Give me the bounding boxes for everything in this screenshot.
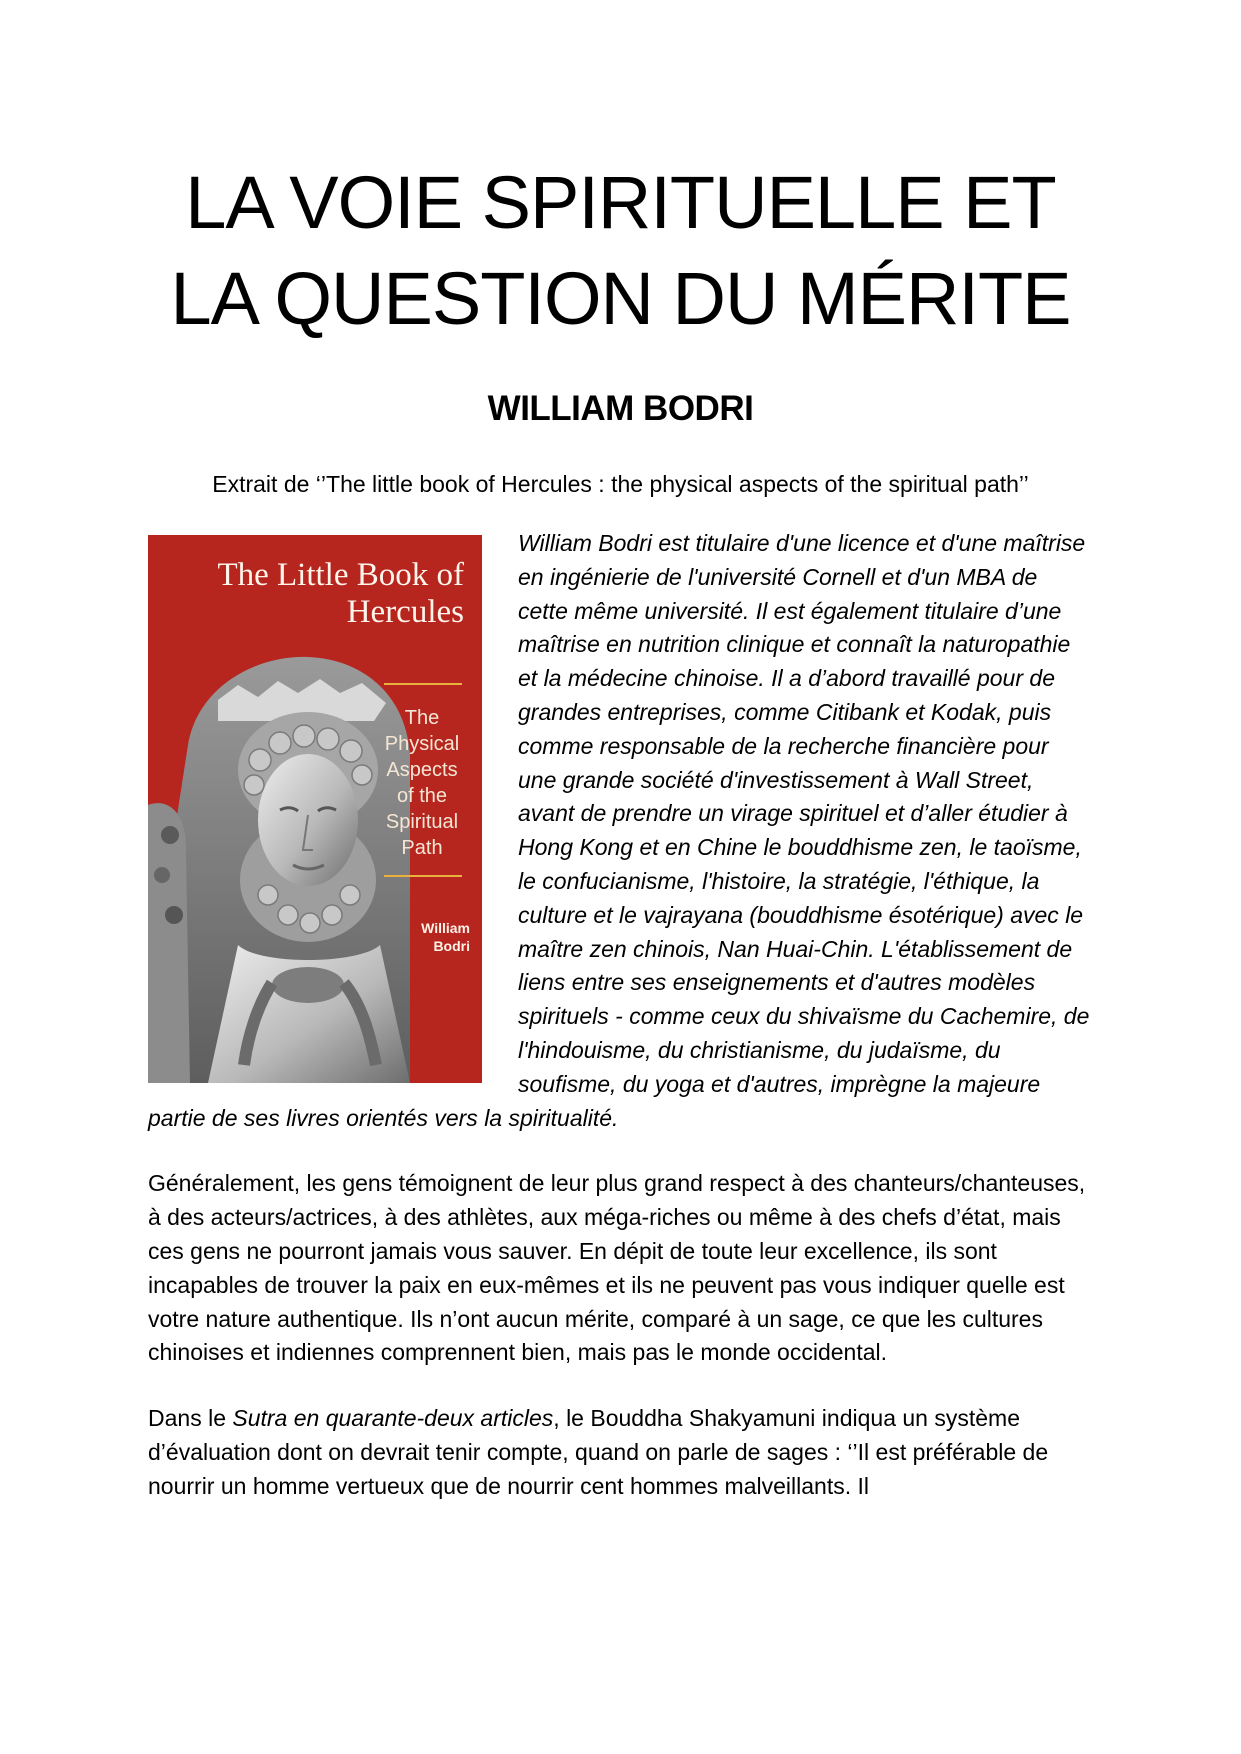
extract-source: Extrait de ‘’The little book of Hercules : the physical aspects of the spiritual path’’ [212, 471, 1029, 497]
cover-rule-bottom [384, 875, 462, 877]
paragraph-2-rest: , le Bouddha Shakyamuni indiqua un système d’évaluation dont on devrait tenir compte, quand on parle de sages : ‘’Il est préférable de nourrir un homme vertueux que de nourrir cent hommes malveillants. Il [148, 1405, 1049, 1499]
cover-subtitle [370, 705, 474, 861]
paragraph-1: Généralement, les gens témoignent de leur plus grand respect à des chanteurs/chanteuses, à des acteurs/actrices, à des athlètes, aux méga-riches ou même à des chefs d’état, mais ces gens ne pourront jamais vous sauver. En dépit de toute leur excellence, ils sont incapables de trouver la paix en eux-mêmes et ils ne peuvent pas vous indiquer quelle est votre nature authentique. Ils n’ont aucun mérite, comparé à un sage, ce que les cultures chinoises et indiennes comprennent bien, mais pas le monde occidental. [148, 1170, 1086, 1366]
cover-subtitle-line: Aspects [386, 759, 458, 781]
sutra-title: Sutra en quarante-deux articles [232, 1405, 554, 1432]
title-line-2: LA QUESTION DU MÉRITE [170, 257, 1071, 340]
cover-subtitle-line: of the [396, 785, 448, 807]
cover-subtitle-line: Path [401, 837, 443, 859]
author-biography: William Bodri est titulaire d'une licence et d'une maîtrise en ingénierie de l'université Cornell et d'un MBA de cette même université. Il est également titulaire d’une maîtrise en nutrition clinique et connaît la naturopathie et la médecine chinoise. Il a d’abord travaillé pour de grandes entreprises, comme Citibank et Kodak, puis comme responsable de la recherche financière pour une grande société d'investissement à Wall Street, avant de prendre un virage spirituel et d’aller étudier à Hong Kong et en Chine le bouddhisme zen, le taoïsme, le confucianisme, l'histoire, la stratégie, l'éthique, la culture et le vajrayana (bouddhisme ésotérique) avec le maître zen chinois, Nan Huai-Chin. L'établissement de liens entre ses enseignements et d'autres modèles spirituels - comme ceux du shivaïsme du Cachemire, de l'hindouisme, du christianisme, du judaïsme, du soufisme, du yoga et d'autres, imprègne la majeure partie de ses livres orientés vers la spiritualité. [148, 530, 1090, 1131]
cover-subtitle-line: Physical [384, 733, 460, 755]
cover-subtitle-line: Spiritual [385, 811, 459, 833]
author-name: WILLIAM BODRI [487, 389, 754, 428]
title-line-1: LA VOIE SPIRITUELLE ET [185, 161, 1056, 244]
article-body [148, 527, 1093, 1504]
paragraph-2-start: Dans le [148, 1405, 233, 1432]
cover-author-line: William [421, 920, 470, 936]
cover-author-line: Bodri [433, 938, 470, 954]
page-title [0, 155, 1241, 347]
cover-title: The Little Book of Hercules [217, 557, 464, 630]
cover-rule-top [384, 683, 462, 685]
book-cover-image [148, 535, 482, 1083]
cover-author [374, 919, 470, 955]
cover-subtitle-line: The [404, 707, 440, 729]
paragraph-2 [148, 1402, 1093, 1503]
